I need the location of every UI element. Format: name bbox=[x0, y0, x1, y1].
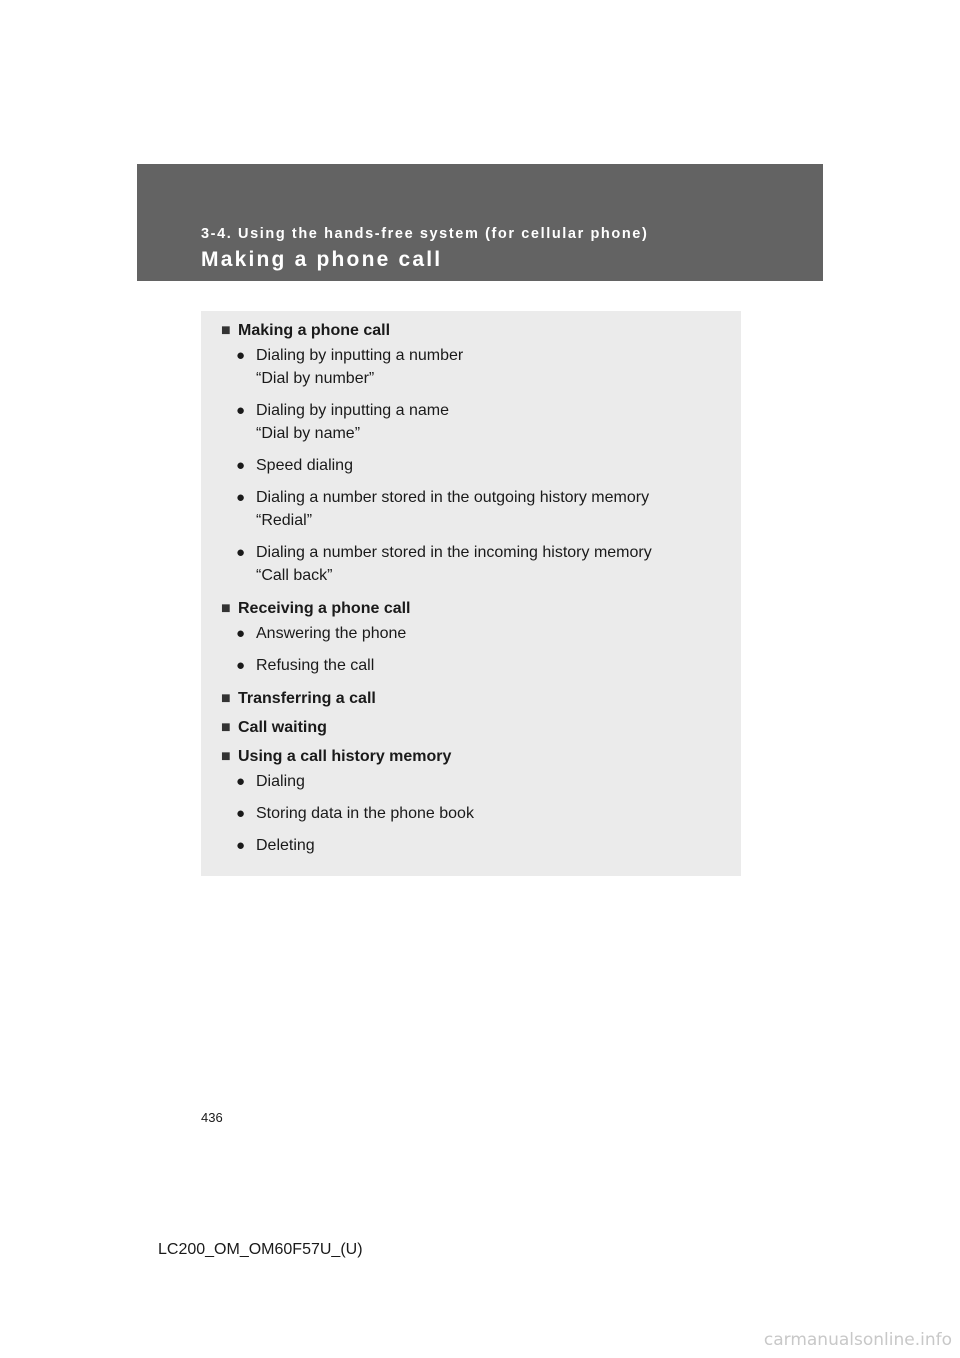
round-bullet-icon: ● bbox=[236, 347, 246, 364]
heading-text: Making a phone call bbox=[238, 322, 391, 339]
square-bullet-icon: ■ bbox=[221, 719, 231, 736]
item-text: Deleting bbox=[256, 837, 315, 854]
list-item bbox=[236, 771, 305, 794]
round-bullet-icon: ● bbox=[236, 457, 246, 474]
item-text: Dialing by inputting a name bbox=[256, 402, 450, 419]
square-bullet-icon: ■ bbox=[221, 322, 231, 339]
list-item bbox=[236, 542, 652, 587]
heading-text: Transferring a call bbox=[238, 690, 376, 707]
round-bullet-icon: ● bbox=[236, 625, 246, 642]
list-item bbox=[236, 487, 649, 532]
round-bullet-icon: ● bbox=[236, 489, 246, 506]
item-text: Dialing a number stored in the incoming history memory bbox=[256, 544, 652, 561]
item-text: Dialing a number stored in the outgoing history memory bbox=[256, 489, 650, 506]
item-subtext: “Call back” bbox=[256, 566, 333, 584]
heading-making-a-phone-call bbox=[221, 321, 390, 340]
square-bullet-icon: ■ bbox=[221, 600, 231, 617]
list-item bbox=[236, 455, 353, 478]
document-code: LC200_OM_OM60F57U_(U) bbox=[158, 1241, 363, 1258]
item-subtext: “Dial by name” bbox=[256, 424, 361, 442]
list-item bbox=[236, 400, 449, 445]
list-item bbox=[236, 655, 374, 678]
heading-call-waiting bbox=[221, 718, 327, 737]
contents-summary-box bbox=[201, 311, 741, 876]
round-bullet-icon: ● bbox=[236, 805, 246, 822]
item-text: Dialing by inputting a number bbox=[256, 347, 464, 364]
item-subtext: “Redial” bbox=[256, 511, 313, 529]
page-number: 436 bbox=[201, 1110, 223, 1125]
square-bullet-icon: ■ bbox=[221, 690, 231, 707]
item-text: Storing data in the phone book bbox=[256, 805, 474, 822]
list-item bbox=[236, 623, 406, 646]
list-item bbox=[236, 835, 315, 858]
watermark: carmanualsonline.info bbox=[763, 1330, 952, 1350]
heading-text: Call waiting bbox=[238, 719, 327, 736]
list-item bbox=[236, 345, 463, 390]
list-item bbox=[236, 803, 474, 826]
round-bullet-icon: ● bbox=[236, 837, 246, 854]
page-title: Making a phone call bbox=[201, 248, 443, 271]
heading-text: Using a call history memory bbox=[238, 748, 452, 765]
round-bullet-icon: ● bbox=[236, 402, 246, 419]
square-bullet-icon: ■ bbox=[221, 748, 231, 765]
item-subtext: “Dial by number” bbox=[256, 369, 375, 387]
round-bullet-icon: ● bbox=[236, 544, 246, 561]
item-text: Dialing bbox=[256, 773, 305, 790]
heading-text: Receiving a phone call bbox=[238, 600, 411, 617]
round-bullet-icon: ● bbox=[236, 657, 246, 674]
item-text: Answering the phone bbox=[256, 625, 407, 642]
heading-receiving-a-phone-call bbox=[221, 599, 411, 618]
round-bullet-icon: ● bbox=[236, 773, 246, 790]
item-text: Refusing the call bbox=[256, 657, 375, 674]
heading-transferring-a-call bbox=[221, 689, 376, 708]
section-label: 3-4. Using the hands-free system (for cellular phone) bbox=[201, 226, 649, 242]
heading-using-a-call-history-memory bbox=[221, 747, 451, 766]
item-text: Speed dialing bbox=[256, 457, 353, 474]
